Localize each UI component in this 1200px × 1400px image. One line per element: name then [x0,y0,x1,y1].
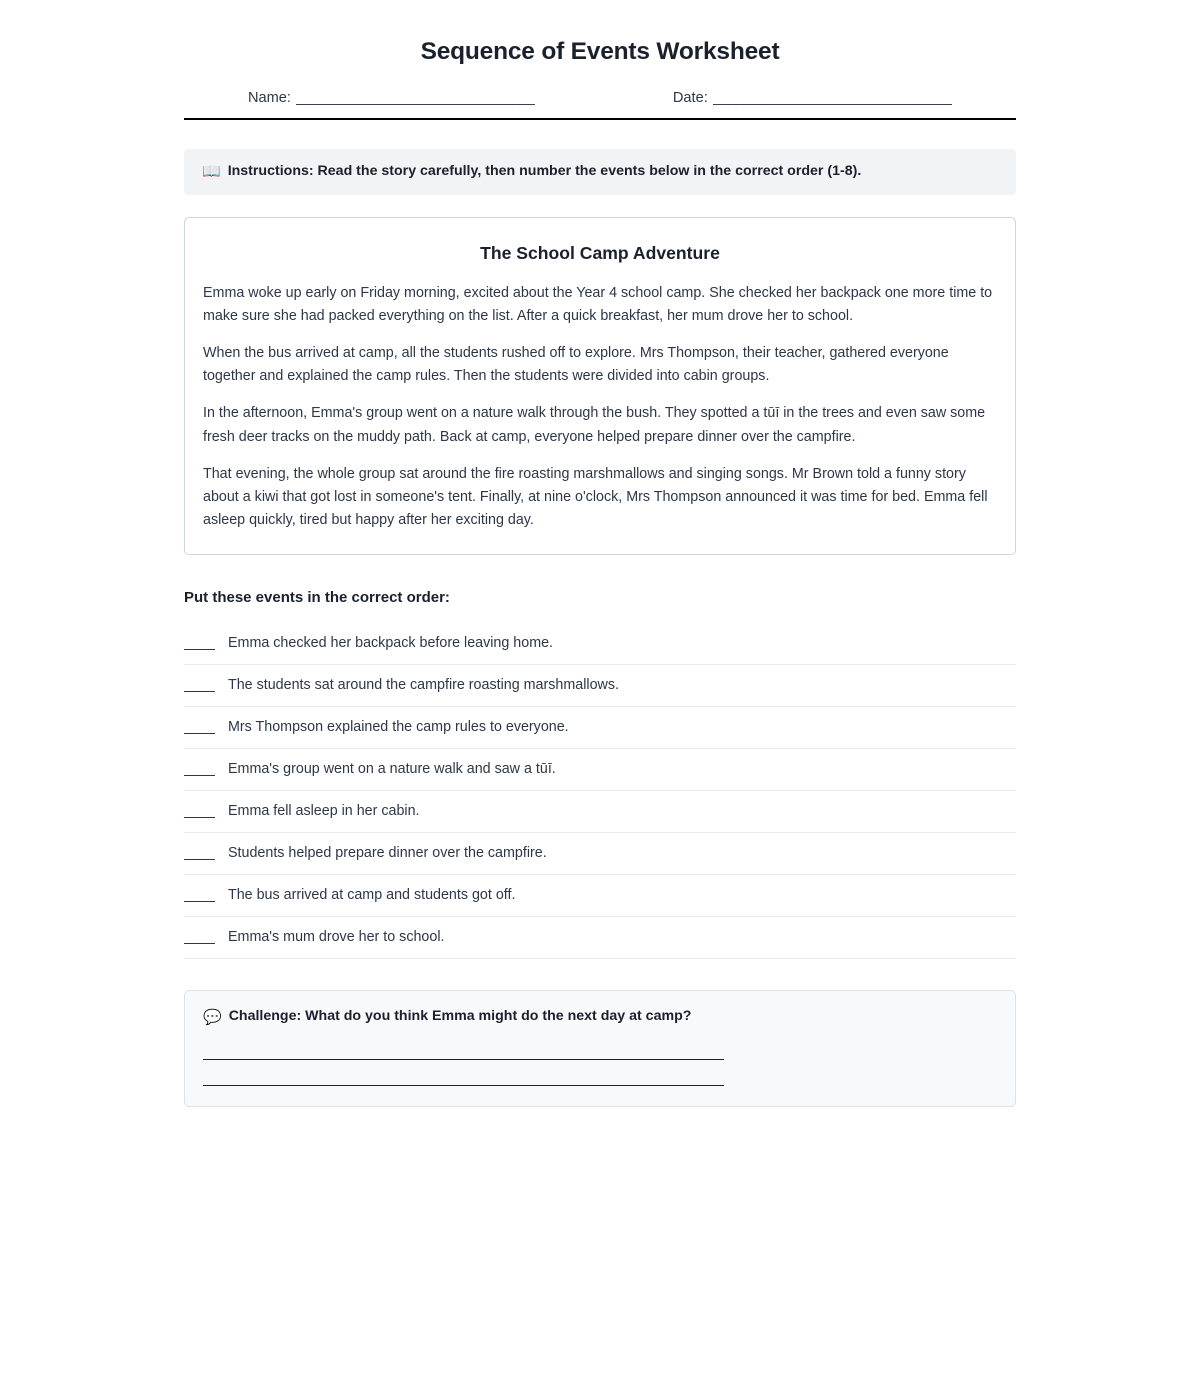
challenge-box [184,990,1016,1107]
instructions-text: Instructions: Read the story carefully, then number the events below in the correct order (1-8). [227,162,862,179]
event-number-blank[interactable] [184,889,215,902]
events-list [184,623,1016,959]
challenge-prompt [203,1007,997,1027]
name-blank-line[interactable]: _______________________________ [295,89,536,106]
list-item[interactable] [184,833,1016,875]
event-number-blank[interactable] [184,721,215,734]
page-title: Sequence of Events Worksheet [420,38,780,65]
speech-balloon-icon: 💬 [203,1008,222,1026]
name-label: Name: [248,89,291,106]
list-item[interactable] [184,749,1016,791]
list-item[interactable] [184,623,1016,665]
events-heading: Put these events in the correct order: [184,589,450,607]
event-number-blank[interactable] [184,679,215,692]
list-item[interactable] [184,791,1016,833]
list-item[interactable] [184,665,1016,707]
story-paragraph: In the afternoon, Emma's group went on a nature walk through the bush. They spotted a tūī in the trees and even saw some fresh deer tracks on the muddy path. Back at camp, everyone helped prepare dinner over the campfire. [203,405,986,445]
answer-line[interactable] [203,1067,724,1086]
event-text: The bus arrived at camp and students got off. [228,887,516,904]
story-title: The School Camp Adventure [480,242,720,263]
name-date-row [184,90,1016,106]
event-text: The students sat around the campfire roasting marshmallows. [228,677,619,694]
story-paragraph: When the bus arrived at camp, all the students rushed off to explore. Mrs Thompson, their teacher, gathered everyone together and explained the camp rules. Then the students were divided into cabin groups. [203,345,949,385]
header-divider [184,118,1016,120]
open-book-icon: 📖 [202,163,221,181]
challenge-text: Challenge: What do you think Emma might do the next day at camp? [228,1008,692,1025]
story-paragraph: Emma woke up early on Friday morning, excited about the Year 4 school camp. She checked her backpack one more time to make sure she had packed everything on the list. After a quick breakfast, her mum drove her to school. [203,284,993,324]
date-field[interactable] [673,90,952,106]
event-number-blank[interactable] [184,931,215,944]
event-number-blank[interactable] [184,847,215,860]
story-card [184,217,1016,555]
date-label: Date: [672,89,708,106]
instructions-bar [184,149,1016,195]
list-item[interactable] [184,917,1016,959]
date-blank-line[interactable]: _______________________________ [712,89,952,106]
event-text: Emma's mum drove her to school. [228,929,445,946]
event-text: Emma's group went on a nature walk and saw a tūī. [228,761,556,778]
name-field[interactable] [248,90,535,106]
challenge-answer-area[interactable] [203,1041,997,1086]
story-paragraph: That evening, the whole group sat around the fire roasting marshmallows and singing songs. Mr Brown told a funny story about a kiwi that got lost in someone's tent. Finally, at nine o'clock, Mrs Thompson announced it was time for bed. Emma fell asleep quickly, tired but happy after her exciting day. [203,465,988,528]
event-number-blank[interactable] [184,637,215,650]
event-number-blank[interactable] [184,763,215,776]
answer-line[interactable] [203,1041,724,1060]
list-item[interactable] [184,707,1016,749]
event-text: Mrs Thompson explained the camp rules to everyone. [228,719,569,736]
event-text: Emma fell asleep in her cabin. [228,803,420,820]
event-text: Emma checked her backpack before leaving home. [228,635,554,652]
event-text: Students helped prepare dinner over the campfire. [228,845,547,862]
event-number-blank[interactable] [184,805,215,818]
list-item[interactable] [184,875,1016,917]
